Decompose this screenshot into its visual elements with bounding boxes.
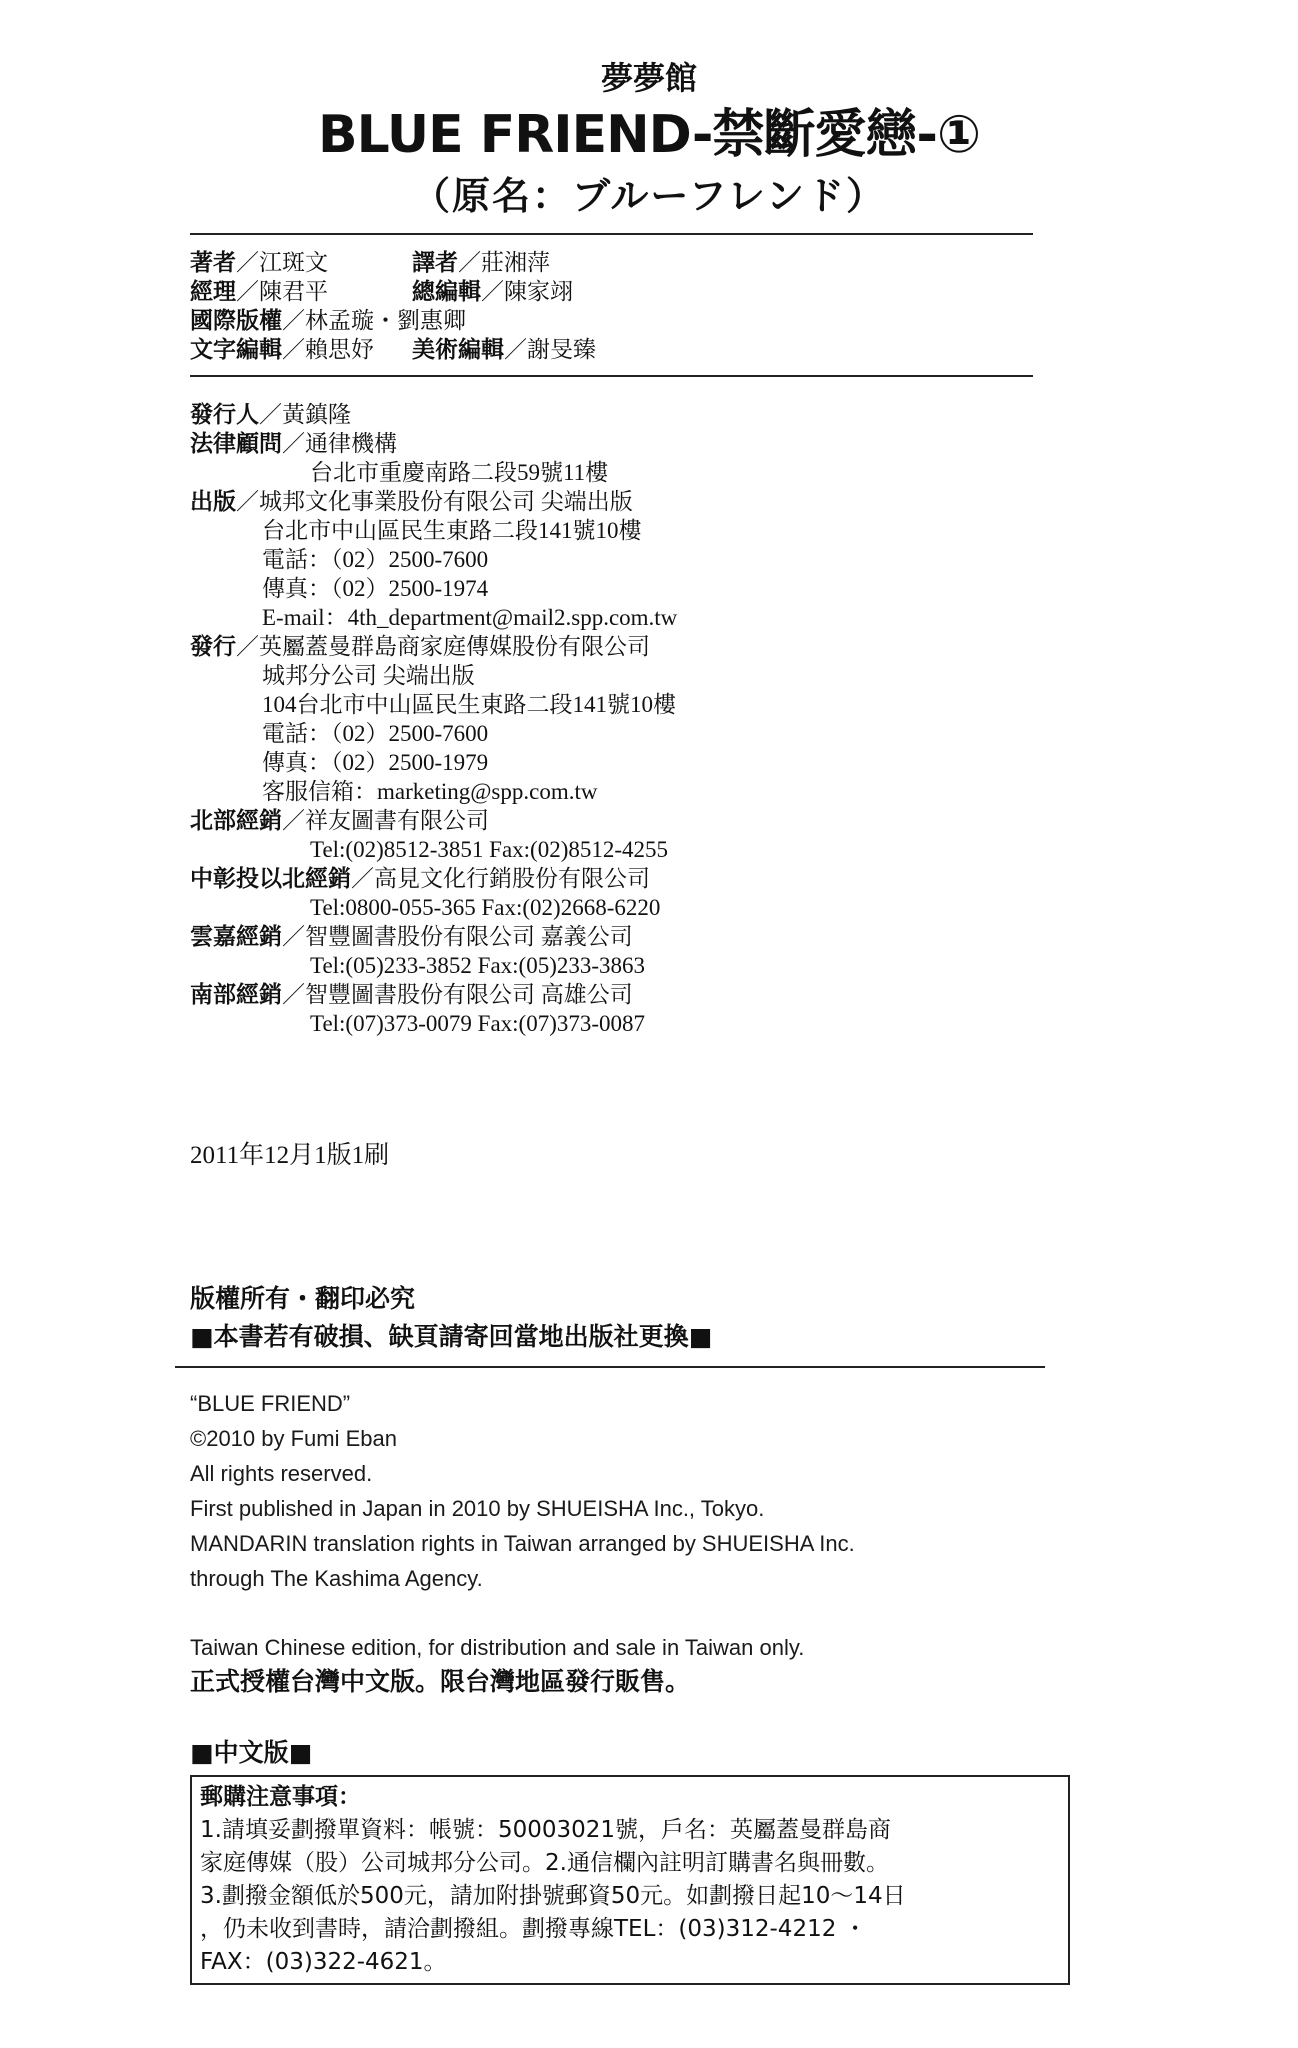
publisher-email: E-mail：4th_department@mail2.spp.com.tw — [262, 605, 678, 630]
staff-label: 總編輯 — [412, 279, 481, 305]
legal-firm: 通律機構 — [305, 431, 397, 456]
staff-label: 著者 — [190, 250, 236, 276]
staff-credits — [190, 248, 596, 364]
distribution-branch: 城邦分公司 尖端出版 — [262, 663, 475, 688]
credit-line: through The Kashima Agency. — [190, 1566, 483, 1591]
dealer-contact: Tel:0800-055-365 Fax:(02)2668-6220 — [310, 895, 661, 920]
staff-row: 著者／江斑文 譯者／莊湘萍 — [190, 250, 550, 276]
staff-row: 經理／陳君平 總編輯／陳家翊 — [190, 279, 573, 305]
staff-value: 陳君平 — [259, 279, 328, 304]
distribution-note: Taiwan Chinese edition, for distribution and sale in Taiwan only. — [190, 1635, 805, 1660]
distribution-phone: 電話：（02）2500-7600 — [262, 721, 489, 746]
copyright-notice — [190, 1280, 712, 1356]
dealer-name: 智豐圖書股份有限公司 嘉義公司 — [305, 924, 633, 949]
staff-row: 文字編輯／賴思妤 美術編輯／謝旻臻 — [190, 337, 596, 363]
distribution-email: 客服信箱：marketing@spp.com.tw — [262, 779, 598, 804]
credit-line: MANDARIN translation rights in Taiwan arranged by SHUEISHA Inc. — [190, 1531, 855, 1556]
publisher-phone: 電話：（02）2500-7600 — [262, 547, 489, 572]
distribution-fax: 傳真：（02）2500-1979 — [262, 750, 489, 775]
publisher-label: 出版 — [190, 489, 236, 515]
publisher-imprint: 夢夢館 — [600, 59, 697, 97]
divider-rule — [190, 233, 1033, 235]
staff-label: 譯者 — [412, 250, 458, 276]
legal-address: 台北市重慶南路二段59號11樓 — [310, 460, 609, 485]
distribution-address: 104台北市中山區民生東路二段141號10樓 — [262, 692, 676, 717]
dealer-label: 雲嘉經銷 — [190, 924, 282, 950]
staff-value: 莊湘萍 — [481, 250, 550, 275]
chinese-edition-label: ■中文版■ — [190, 1738, 313, 1767]
dealer-name: 祥友圖書有限公司 — [305, 808, 489, 833]
distribution-company: 英屬蓋曼群島商家庭傳媒股份有限公司 — [259, 634, 650, 659]
authorized-edition-statement: 正式授權台灣中文版。限台灣地區發行販售。 — [190, 1667, 691, 1696]
staff-value: 謝旻臻 — [527, 337, 596, 362]
english-credits — [190, 1386, 855, 1665]
credit-line: First published in Japan in 2010 by SHUEISHA Inc., Tokyo. — [190, 1496, 765, 1521]
dealer-label: 中彰投以北經銷 — [190, 866, 351, 892]
staff-label: 美術編輯 — [412, 337, 504, 363]
mail-order-line: 1.請填妥劃撥單資料：帳號：50003021號，戶名：英屬蓋曼群島商 — [200, 1817, 892, 1843]
dealer-contact: Tel:(07)373-0079 Fax:(07)373-0087 — [310, 1011, 646, 1036]
legal-label: 法律顧問 — [190, 431, 282, 457]
dealer-name: 智豐圖書股份有限公司 高雄公司 — [305, 982, 633, 1007]
staff-value: 賴思妤 — [305, 337, 374, 362]
dealer-name: 高見文化行銷股份有限公司 — [374, 866, 650, 891]
dealer-contact: Tel:(05)233-3852 Fax:(05)233-3863 — [310, 953, 646, 978]
credit-line: “BLUE FRIEND” — [190, 1391, 351, 1416]
staff-label: 國際版權 — [190, 308, 282, 334]
distribution-label: 發行 — [190, 634, 236, 660]
copyright-statement: 版權所有・翻印必究 — [190, 1284, 416, 1313]
issuer-name: 黃鎮隆 — [282, 402, 351, 427]
staff-value: 江斑文 — [259, 250, 328, 275]
dealer-label: 北部經銷 — [190, 808, 282, 834]
publisher-name: 城邦文化事業股份有限公司 尖端出版 — [259, 489, 633, 514]
mail-order-line: ，仍未收到書時，請洽劃撥組。劃撥專線TEL：(03)312-4212 ・ — [200, 1916, 867, 1942]
print-edition-date: 2011年12月1版1刷 — [190, 1142, 390, 1169]
original-title: （原名：ブルーフレンド） — [411, 174, 887, 218]
mail-order-heading: 郵購注意事項： — [200, 1784, 361, 1810]
replacement-statement: ■本書若有破損、缺頁請寄回當地出版社更換■ — [190, 1322, 713, 1351]
mail-order-line: FAX：(03)322-4621。 — [200, 1949, 447, 1975]
mail-order-box — [190, 1775, 1070, 1985]
divider-rule — [190, 375, 1033, 377]
staff-value: 陳家翊 — [504, 279, 573, 304]
staff-label: 文字編輯 — [190, 337, 282, 363]
book-title: BLUE FRIEND-禁斷愛戀-① — [317, 105, 981, 165]
staff-value: 林孟璇・劉惠卿 — [305, 308, 466, 333]
mail-order-line: 3.劃撥金額低於500元，請加附掛號郵資50元。如劃撥日起10～14日 — [200, 1883, 906, 1909]
publisher-address: 台北市中山區民生東路二段141號10樓 — [262, 518, 642, 543]
dealer-contact: Tel:(02)8512-3851 Fax:(02)8512-4255 — [310, 837, 669, 862]
staff-label: 經理 — [190, 279, 236, 305]
divider-rule — [175, 1366, 1045, 1368]
dealer-label: 南部經銷 — [190, 982, 282, 1008]
credit-line: All rights reserved. — [190, 1461, 373, 1486]
publisher-fax: 傳真：（02）2500-1974 — [262, 576, 489, 601]
staff-row: 國際版權／林孟璇・劉惠卿 — [190, 308, 466, 334]
publication-info: 發行人／黃鎮隆 法律顧問／通律機構 台北市重慶南路二段59號11樓 出版／城邦文化事業股份有限公司 尖端出版 台北市中山區民生東路二段141號10樓 電話：（02）2500-7600 傳真：（02）2500-1974 E-mail：4th_department@mail2.spp.com.tw 發行／英屬蓋曼群島商家庭傳媒股份有限公司 城邦分公司 尖端出版 104台北市中山區民生東路二段141號10樓 電話：（02）2500-7600 傳真：（02）2500-1979 客服信箱：marketing@spp.com.tw 北部經銷／祥友圖書有限公司 Tel:(02)8512-3851 Fax:(02)8512-4255 中彰投以北經銷／高見文化行銷股份有限公司 Tel:0800-055-365 Fax:(02)2668-6220 雲嘉經銷／智豐圖書股份有限公司 嘉義公司 Tel:(05)233-3852 Fax:(05)233-3863 南部經銷／智豐圖書股份有限公司 高雄公司 Tel:(07)373-0079 Fax:(07)373-0087 — [190, 402, 678, 1036]
colophon-header — [0, 55, 1298, 223]
mail-order-line: 家庭傳媒（股）公司城邦分公司。2.通信欄內註明訂購書名與冊數。 — [200, 1850, 889, 1876]
credit-line: ©2010 by Fumi Eban — [190, 1426, 397, 1451]
issuer-label: 發行人 — [190, 402, 259, 428]
